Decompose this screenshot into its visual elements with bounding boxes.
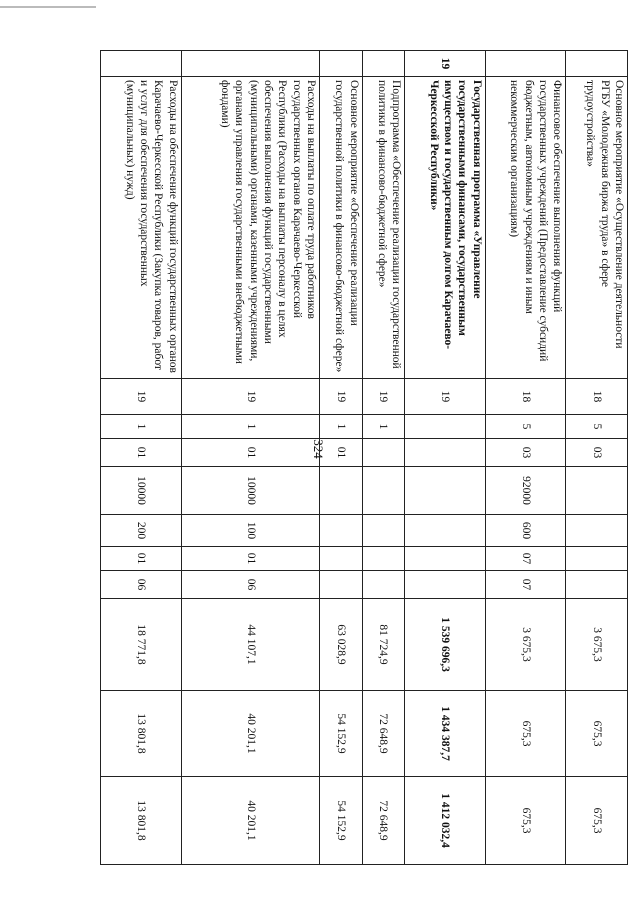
amount-year-2: 675,3 (485, 691, 566, 777)
row-number: 19 (404, 51, 485, 77)
item-name: Государственная программа «Управление государственными финансами, государственным имуществом и государственным долгом Карачаево-Черкесской Республики» (404, 77, 485, 379)
table-row (485, 51, 566, 865)
code-program: 1 (101, 415, 182, 439)
code-subsection: 06 (181, 571, 319, 599)
code-section (404, 547, 485, 571)
code-direction: 10000 (101, 467, 182, 515)
code-direction (566, 467, 628, 515)
code-program: 1 (362, 415, 404, 439)
code-subprogram: 01 (181, 439, 319, 467)
code-expense-type (320, 515, 362, 547)
amount-year-3: 13 801,8 (101, 777, 182, 865)
amount-year-3: 675,3 (566, 777, 628, 865)
code-direction (320, 467, 362, 515)
code-expense-type: 200 (101, 515, 182, 547)
code-direction: 92000 (485, 467, 566, 515)
code-subsection (404, 571, 485, 599)
amount-year-1: 3 675,3 (485, 599, 566, 691)
code-section (362, 547, 404, 571)
row-number (362, 51, 404, 77)
code-section (320, 547, 362, 571)
amount-year-1: 1 539 696,3 (404, 599, 485, 691)
code-expense-type: 100 (181, 515, 319, 547)
code-subprogram: 01 (320, 439, 362, 467)
code-program: 1 (320, 415, 362, 439)
code-direction: 10000 (181, 467, 319, 515)
amount-year-2: 13 801,8 (101, 691, 182, 777)
table-row (320, 51, 362, 865)
amount-year-2: 72 648,9 (362, 691, 404, 777)
table-row (362, 51, 404, 865)
code-program: 5 (566, 415, 628, 439)
table-body (101, 51, 628, 865)
code-ministry: 19 (404, 379, 485, 415)
amount-year-1: 81 724,9 (362, 599, 404, 691)
scan-mark (0, 6, 96, 8)
amount-year-2: 40 201,1 (181, 691, 319, 777)
code-ministry: 19 (101, 379, 182, 415)
code-section (566, 547, 628, 571)
row-number (566, 51, 628, 77)
code-subprogram: 03 (485, 439, 566, 467)
item-name: Основное мероприятие «Осуществление деятельности РГБУ «Молодежная биржа труда» в сфере трудоустройства» (566, 77, 628, 379)
code-expense-type (362, 515, 404, 547)
code-direction (404, 467, 485, 515)
amount-year-3: 1 412 032,4 (404, 777, 485, 865)
amount-year-1: 3 675,3 (566, 599, 628, 691)
amount-year-1: 18 771,8 (101, 599, 182, 691)
code-section: 01 (101, 547, 182, 571)
code-subsection (566, 571, 628, 599)
amount-year-3: 72 648,9 (362, 777, 404, 865)
amount-year-1: 63 028,9 (320, 599, 362, 691)
code-expense-type (566, 515, 628, 547)
code-direction (362, 467, 404, 515)
code-ministry: 18 (566, 379, 628, 415)
page-number: 324 (311, 439, 326, 459)
item-name: Расходы на обеспечение функций государственных органов Карачаево-Черкесской Республики (Закупка товаров, работ и услуг для обеспечения государственных (муниципальных) нужд) (101, 77, 182, 379)
code-ministry: 19 (362, 379, 404, 415)
item-name: Финансовое обеспечение выполнения функций государственных учреждений (Предоставление субсидий бюджетным, автономным учреждениям и иным некоммерческим организациям) (485, 77, 566, 379)
code-ministry: 19 (181, 379, 319, 415)
table-row (404, 51, 485, 865)
code-section: 01 (181, 547, 319, 571)
row-number (320, 51, 362, 77)
code-subsection: 07 (485, 571, 566, 599)
code-subsection (320, 571, 362, 599)
code-program: 1 (181, 415, 319, 439)
table-row (566, 51, 628, 865)
item-name: Основное мероприятие «Обеспечение реализации государственной политики в финансово-бюджетной сфере» (320, 77, 362, 379)
budget-table-container (100, 50, 628, 864)
code-subsection: 06 (101, 571, 182, 599)
code-expense-type (404, 515, 485, 547)
item-name: Расходы на выплаты по оплате труда работников государственных органов Карачаево-Черкесской Республики (Расходы на выплаты персоналу в целях обеспечения выполнения функций государственными (муниципальными) органами, казенными учреждениями, органами управления государственными внебюджетными фондами) (181, 77, 319, 379)
code-subprogram (362, 439, 404, 467)
budget-table (100, 50, 628, 865)
code-program (404, 415, 485, 439)
amount-year-3: 54 152,9 (320, 777, 362, 865)
row-number (181, 51, 319, 77)
amount-year-3: 675,3 (485, 777, 566, 865)
code-subsection (362, 571, 404, 599)
code-expense-type: 600 (485, 515, 566, 547)
table-row (181, 51, 319, 865)
item-name: Подпрограмма «Обеспечение реализации государственной политики в финансово-бюджетной сфере» (362, 77, 404, 379)
code-subprogram: 03 (566, 439, 628, 467)
row-number (101, 51, 182, 77)
amount-year-2: 675,3 (566, 691, 628, 777)
row-number (485, 51, 566, 77)
code-subprogram: 01 (101, 439, 182, 467)
amount-year-1: 44 107,1 (181, 599, 319, 691)
amount-year-2: 1 434 387,7 (404, 691, 485, 777)
code-ministry: 18 (485, 379, 566, 415)
amount-year-2: 54 152,9 (320, 691, 362, 777)
amount-year-3: 40 201,1 (181, 777, 319, 865)
code-ministry: 19 (320, 379, 362, 415)
table-row (101, 51, 182, 865)
code-program: 5 (485, 415, 566, 439)
code-section: 07 (485, 547, 566, 571)
code-subprogram (404, 439, 485, 467)
